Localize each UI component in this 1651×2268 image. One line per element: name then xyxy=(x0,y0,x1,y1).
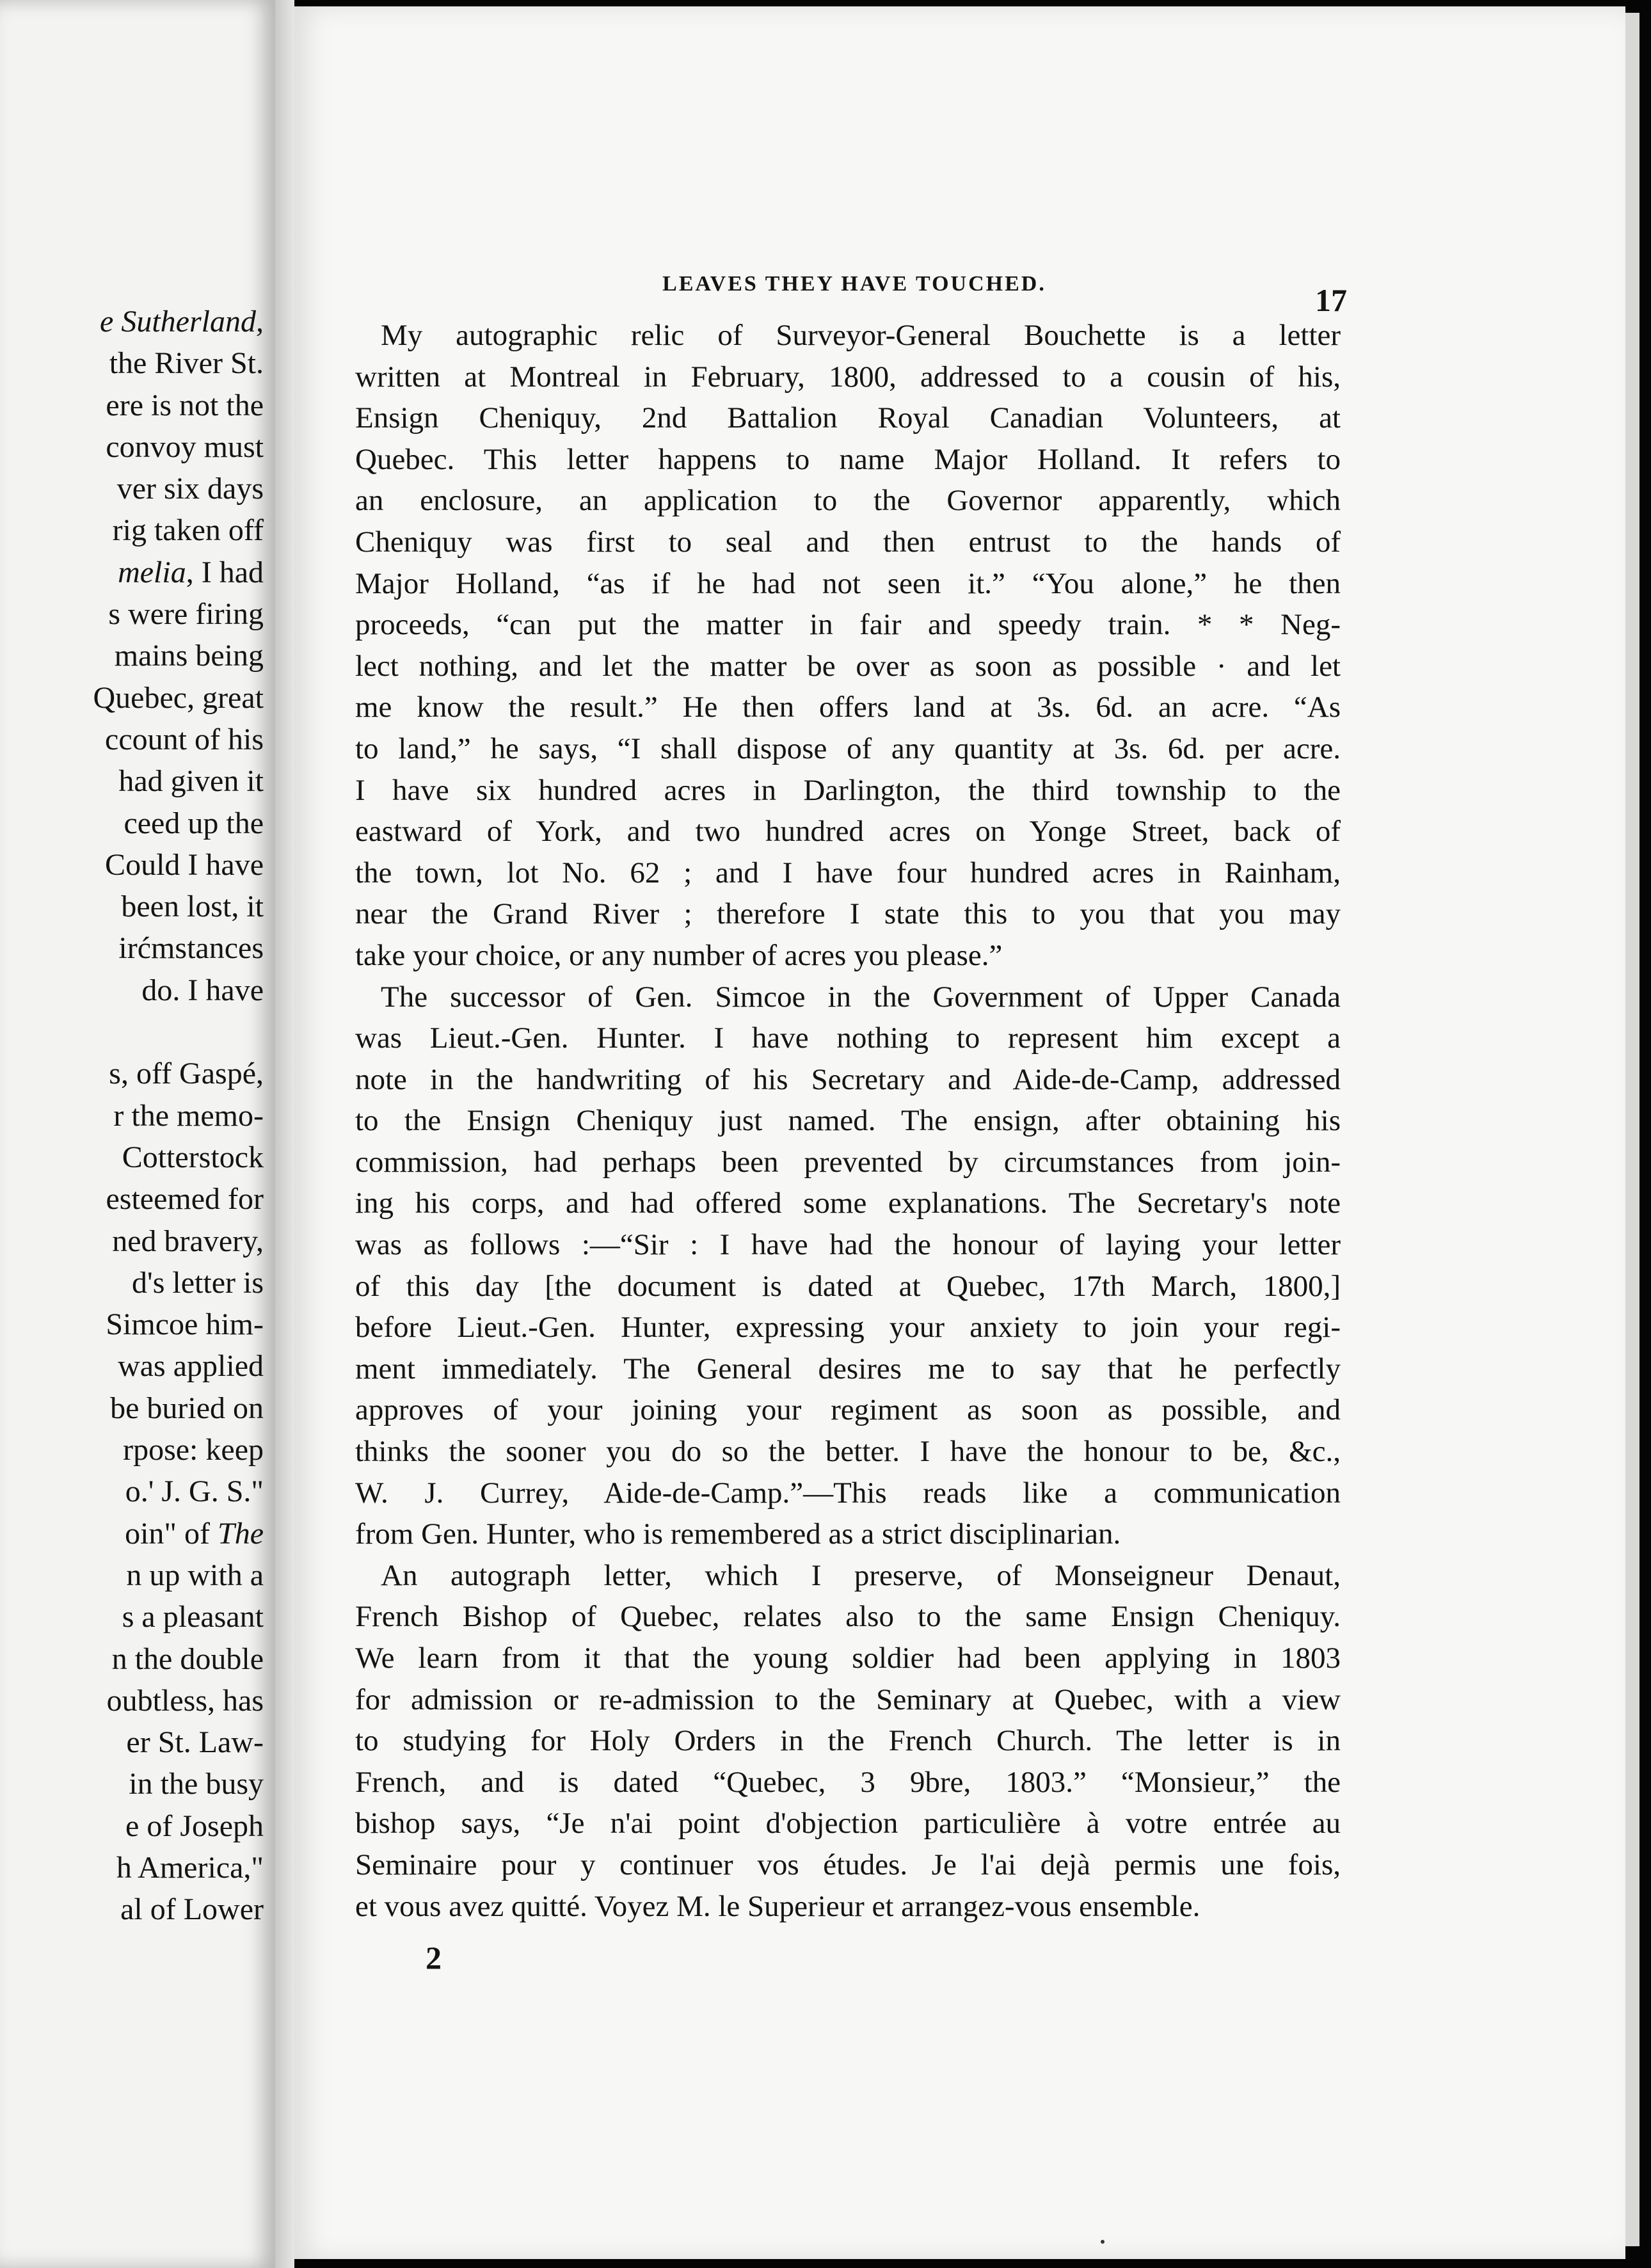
facing-page-line: e Sutherland, xyxy=(100,305,264,339)
facing-page-line: Quebec, great xyxy=(93,680,264,715)
text-line: take your choice, or any number of acres you please.” xyxy=(355,938,1003,972)
facing-page-line: h America," xyxy=(116,1850,264,1885)
page-number: 17 xyxy=(1315,282,1347,318)
facing-page-line: n the double xyxy=(111,1641,264,1676)
page-edge xyxy=(1625,13,1639,2246)
text-line: Cheniquy was first to seal and then entrust to the hands of xyxy=(355,525,1341,559)
facing-page-line: in the busy xyxy=(129,1767,264,1801)
facing-page xyxy=(0,0,275,2268)
paragraph xyxy=(355,315,1341,977)
facing-page-line: convoy must xyxy=(106,429,264,464)
facing-page-line: been lost, it xyxy=(121,890,264,924)
paragraph xyxy=(355,1555,1341,1927)
facing-page-line: rpose: keep xyxy=(123,1433,264,1467)
facing-page-line: er St. Law- xyxy=(126,1725,264,1760)
text-line: French Bishop of Quebec, relates also to the same Ensign Cheniquy. xyxy=(355,1600,1341,1634)
facing-page-line: ver six days xyxy=(116,472,264,506)
text-line: approves of your joining your regiment as soon as possible, and xyxy=(355,1393,1341,1427)
text-line: thinks the sooner you do so the better. I have the honour to be, &c., xyxy=(355,1435,1341,1469)
text-line: was as follows :—“Sir : I have had the honour of laying your letter xyxy=(355,1228,1341,1262)
facing-page-line: n up with a xyxy=(126,1558,264,1592)
text-line: Major Holland, “as if he had not seen it.” “You alone,” he then xyxy=(355,566,1341,600)
text-line: French, and is dated “Quebec, 3 9bre, 1803.” “Monsieur,” the xyxy=(355,1765,1341,1799)
running-title: LEAVES THEY HAVE TOUCHED. xyxy=(662,272,1046,296)
book-gutter xyxy=(275,0,294,2268)
text-line: Ensign Cheniquy, 2nd Battalion Royal Canadian Volunteers, at xyxy=(355,401,1341,435)
facing-page-line: had given it xyxy=(118,764,264,799)
facing-page-line: rig taken off xyxy=(112,513,264,548)
text-line: We learn from it that the young soldier had been applying in 1803 xyxy=(355,1641,1341,1675)
facing-page-line: the River St. xyxy=(109,346,264,381)
facing-page-line: Cotterstock xyxy=(122,1140,264,1174)
facing-page-line: ere is not the xyxy=(106,388,264,422)
facing-page-line: ned bravery, xyxy=(112,1224,264,1258)
text-line: note in the handwriting of his Secretary and Aide-de-Camp, addressed xyxy=(355,1062,1341,1096)
facing-page-line: r the memo- xyxy=(113,1098,264,1133)
text-line: Seminaire pour y continuer vos études. Je l'ai dejà permis une fois, xyxy=(355,1848,1341,1881)
facing-page-line xyxy=(0,1011,264,1053)
facing-page-line: mains being xyxy=(114,639,264,673)
text-line: from Gen. Hunter, who is remembered as a strict disciplinarian. xyxy=(355,1517,1121,1551)
text-line: to studying for Holy Orders in the French Church. The letter is in xyxy=(355,1724,1341,1758)
facing-page-line: melia, I had xyxy=(118,555,264,589)
text-line: Quebec. This letter happens to name Major Holland. It refers to xyxy=(355,442,1341,476)
facing-page-line: o.' J. G. S." xyxy=(125,1474,264,1509)
facing-page-line: e of Joseph xyxy=(125,1809,264,1843)
text-line: of this day [the document is dated at Quebec, 17th March, 1800,] xyxy=(355,1269,1341,1303)
text-line: proceeds, “can put the matter in fair and speedy train. * * Neg- xyxy=(355,608,1341,642)
text-line: me know the result.” He then offers land at 3s. 6d. an acre. “As xyxy=(355,691,1341,724)
facing-page-line: ccount of his xyxy=(105,722,264,756)
text-line: I have six hundred acres in Darlington, the third township to the xyxy=(355,773,1341,807)
facing-page-line: oubtless, has xyxy=(106,1683,264,1718)
text-line: et vous avez quitté. Voyez M. le Superieur et arrangez-vous ensemble. xyxy=(355,1889,1200,1923)
paragraph xyxy=(355,977,1341,1555)
facing-page-line: s were firing xyxy=(108,597,264,632)
facing-page-line: Simcoe him- xyxy=(106,1307,264,1342)
text-line: for admission or re-admission to the Seminary at Quebec, with a view xyxy=(355,1682,1341,1716)
facing-page-line: esteemed for xyxy=(106,1182,264,1217)
body-text xyxy=(355,315,1341,1927)
facing-page-line: s a pleasant xyxy=(122,1600,264,1634)
facing-page-line: s, off Gaspé, xyxy=(109,1057,264,1091)
text-line: ment immediately. The General desires me to say that he perfectly xyxy=(355,1352,1341,1386)
facing-page-line: irćmstances xyxy=(118,931,264,966)
facing-page-line: oin" of The xyxy=(125,1516,264,1551)
facing-page-line: al of Lower xyxy=(120,1892,264,1927)
text-line: was Lieut.-Gen. Hunter. I have nothing to represent him except a xyxy=(355,1021,1341,1055)
facing-page-line: do. I have xyxy=(141,973,264,1007)
facing-page-line: d's letter is xyxy=(132,1265,264,1300)
text-line: before Lieut.-Gen. Hunter, expressing your anxiety to join your regi- xyxy=(355,1311,1341,1345)
text-line: to land,” he says, “I shall dispose of any quantity at 3s. 6d. per acre. xyxy=(355,731,1341,765)
text-line: commission, had perhaps been prevented by circumstances from join- xyxy=(355,1145,1341,1179)
text-line: An autograph letter, which I preserve, of Monseigneur Denaut, xyxy=(381,1558,1341,1592)
text-line: an enclosure, an application to the Governor apparently, which xyxy=(355,484,1341,518)
text-line: to the Ensign Cheniquy just named. The ensign, after obtaining his xyxy=(355,1104,1341,1138)
signature-mark: 2 xyxy=(426,1940,442,1976)
text-line: bishop says, “Je n'ai point d'objection particulière à votre entrée au xyxy=(355,1807,1341,1841)
text-line: My autographic relic of Surveyor-General Bouchette is a letter xyxy=(381,319,1341,352)
text-line: near the Grand River ; therefore I state this to you that you may xyxy=(355,897,1341,931)
text-line: lect nothing, and let the matter be over as soon as possible · and let xyxy=(355,649,1341,683)
text-line: eastward of York, and two hundred acres on Yonge Street, back of xyxy=(355,815,1341,849)
text-line: the town, lot No. 62 ; and I have four hundred acres in Rainham, xyxy=(355,856,1341,890)
text-line: The successor of Gen. Simcoe in the Government of Upper Canada xyxy=(381,980,1341,1014)
scan-speck xyxy=(1101,2240,1105,2244)
facing-page-text xyxy=(0,301,264,1931)
text-line: ing his corps, and had offered some explanations. The Secretary's note xyxy=(355,1186,1341,1220)
text-line: W. J. Currey, Aide-de-Camp.”—This reads like a communication xyxy=(355,1476,1341,1510)
text-line: written at Montreal in February, 1800, addressed to a cousin of his, xyxy=(355,360,1341,394)
facing-page-line: Could I have xyxy=(105,847,264,882)
facing-page-line: ceed up the xyxy=(124,806,264,840)
facing-page-line: be buried on xyxy=(110,1391,264,1425)
facing-page-line: was applied xyxy=(118,1349,264,1384)
